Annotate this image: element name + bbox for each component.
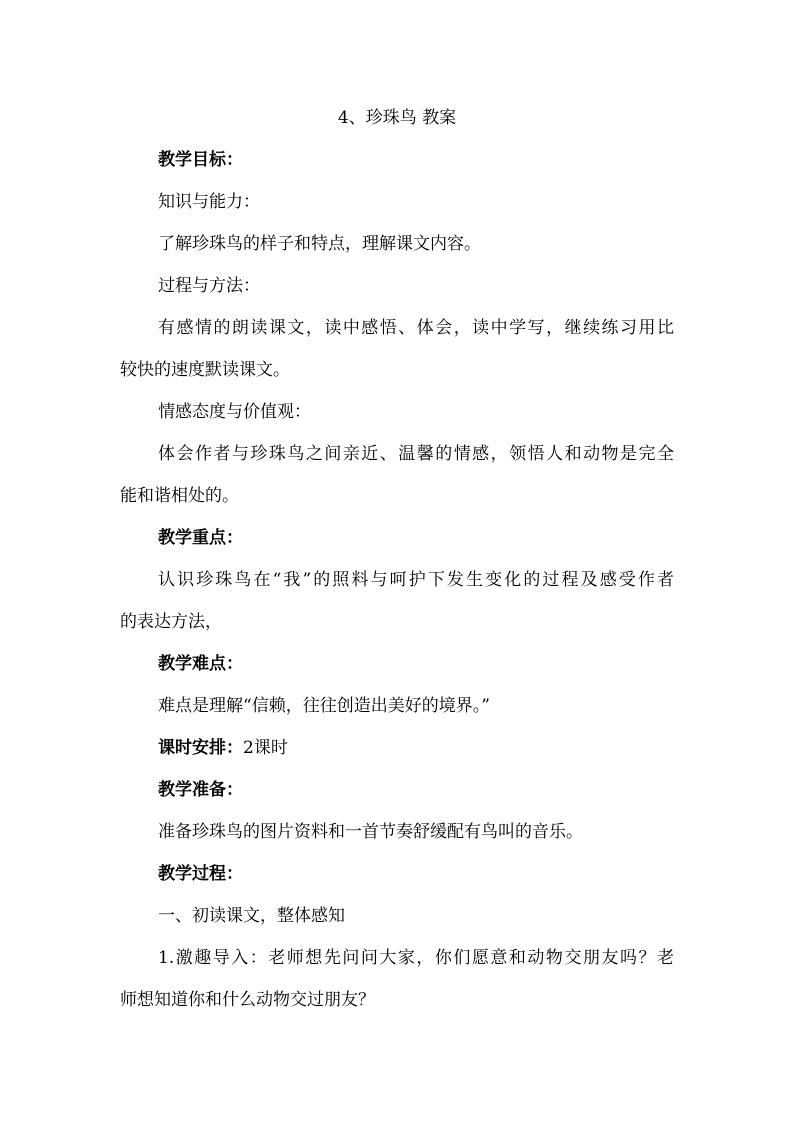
key-points-heading: 教学重点： <box>158 528 243 548</box>
preparation-text: 准备珍珠鸟的图片资料和一首节奏舒缓配有鸟叫的音乐。 <box>158 822 583 842</box>
emotion-heading: 情感态度与价值观： <box>158 402 311 422</box>
step1-item1-line1: 1.激趣导入：老师想先问问大家，你们愿意和动物交朋友吗？老 <box>158 948 674 968</box>
preparation-heading: 教学准备： <box>158 780 243 800</box>
knowledge-text: 了解珍珠鸟的样子和特点，理解课文内容。 <box>158 234 481 254</box>
page-title: 4、珍珠鸟 教案 <box>337 108 457 128</box>
emotion-text-line1: 体会作者与珍珠鸟之间亲近、温馨的情感，领悟人和动物是完全 <box>158 444 674 464</box>
teaching-goals-heading: 教学目标： <box>158 150 243 170</box>
difficulty-heading: 教学难点： <box>158 654 243 674</box>
schedule-value: 2课时 <box>243 738 288 758</box>
knowledge-heading: 知识与能力： <box>158 192 260 212</box>
key-points-line1: 认识珍珠鸟在“我”的照料与呵护下发生变化的过程及感受作者 <box>158 570 674 590</box>
difficulty-text: 难点是理解“信赖，往往创造出美好的境界。” <box>158 696 490 716</box>
process-steps-heading: 教学过程： <box>158 864 243 884</box>
key-points-line2: 的表达方法， <box>120 612 222 632</box>
process-text-line2: 较快的速度默读课文。 <box>120 360 290 380</box>
step1-heading: 一、初读课文，整体感知 <box>158 906 345 926</box>
step1-item1-line2: 师想知道你和什么动物交过朋友？ <box>120 990 375 1010</box>
process-text-line1: 有感情的朗读课文，读中感悟、体会，读中学写，继续练习用比 <box>158 318 674 338</box>
schedule-line <box>158 734 288 762</box>
emotion-text-line2: 能和谐相处的。 <box>120 486 239 506</box>
schedule-label: 课时安排： <box>158 738 243 758</box>
process-heading: 过程与方法： <box>158 276 260 296</box>
